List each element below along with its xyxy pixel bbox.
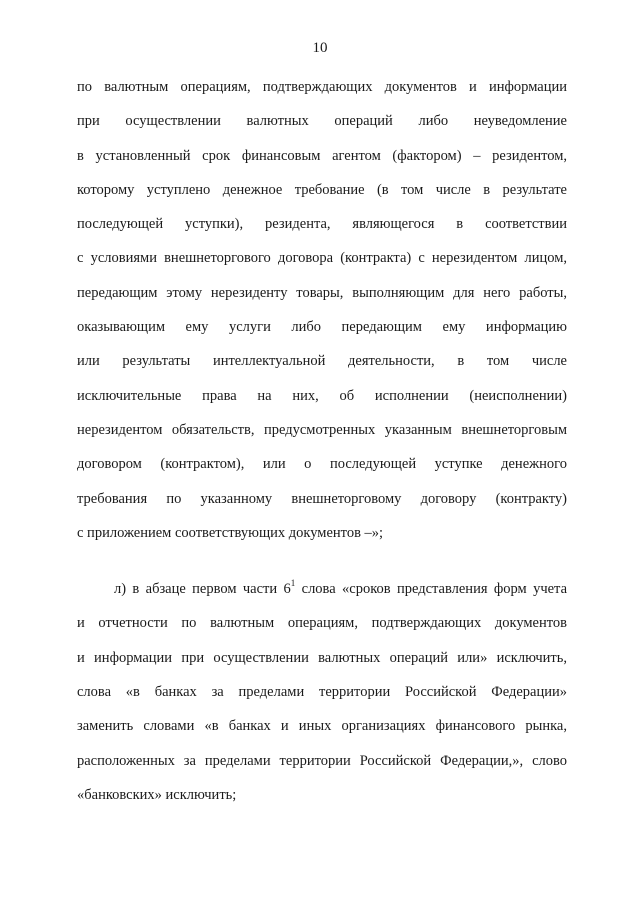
text-run: слова «сроков представления форм учета	[295, 581, 568, 598]
paragraph-1	[77, 77, 567, 557]
text-line: договором (контрактом), или о последующей уступке денежного	[77, 456, 567, 473]
paragraph-gap	[77, 557, 567, 579]
text-line: передающим этому нерезиденту товары, выполняющим для него работы,	[77, 284, 567, 301]
text-line: которому уступлено денежное требование (в том числе в результате	[77, 181, 567, 198]
text-line: по валютным операциям, подтверждающих документов и информации	[77, 79, 567, 95]
text-line: слова «в банках за пределами территории Российской Федерации»	[77, 684, 567, 701]
text-line: последующей уступки), резидента, являющегося в соответствии	[77, 216, 567, 233]
text-line	[77, 579, 567, 613]
paragraph-2	[77, 579, 567, 819]
text-line: или результаты интеллектуальной деятельности, в том числе	[77, 353, 567, 370]
text-line: при осуществлении валютных операций либо неуведомление	[77, 113, 567, 130]
text-line: в установленный срок финансовым агентом (фактором) – резидентом,	[77, 147, 567, 164]
text-line: «банковских» исключить;	[77, 786, 237, 803]
text-line: нерезидентом обязательств, предусмотренных указанным внешнеторговым	[77, 421, 567, 438]
text-line: оказывающим ему услуги либо передающим ему информацию	[77, 319, 567, 336]
text-line: с приложением соответствующих документов –»;	[77, 524, 384, 541]
text-line: исключительные права на них, об исполнении (неисполнении)	[77, 387, 567, 404]
text-line: и информации при осуществлении валютных операций или» исключить,	[77, 649, 567, 666]
text-run: л) в абзаце первом части 6	[114, 581, 291, 598]
page-number: 10	[312, 40, 328, 56]
text-line: с условиями внешнеторгового договора (контракта) с нерезидентом лицом,	[77, 250, 567, 267]
body-text	[77, 77, 567, 819]
text-line: требования по указанному внешнеторговому договору (контракту)	[77, 490, 567, 507]
superscript: 1	[290, 578, 296, 589]
text-line: и отчетности по валютным операциям, подтверждающих документов	[77, 615, 567, 632]
text-line: заменить словами «в банках и иных организациях финансового рынка,	[77, 718, 567, 735]
text-line: расположенных за пределами территории Российской Федерации,», слово	[77, 752, 567, 769]
